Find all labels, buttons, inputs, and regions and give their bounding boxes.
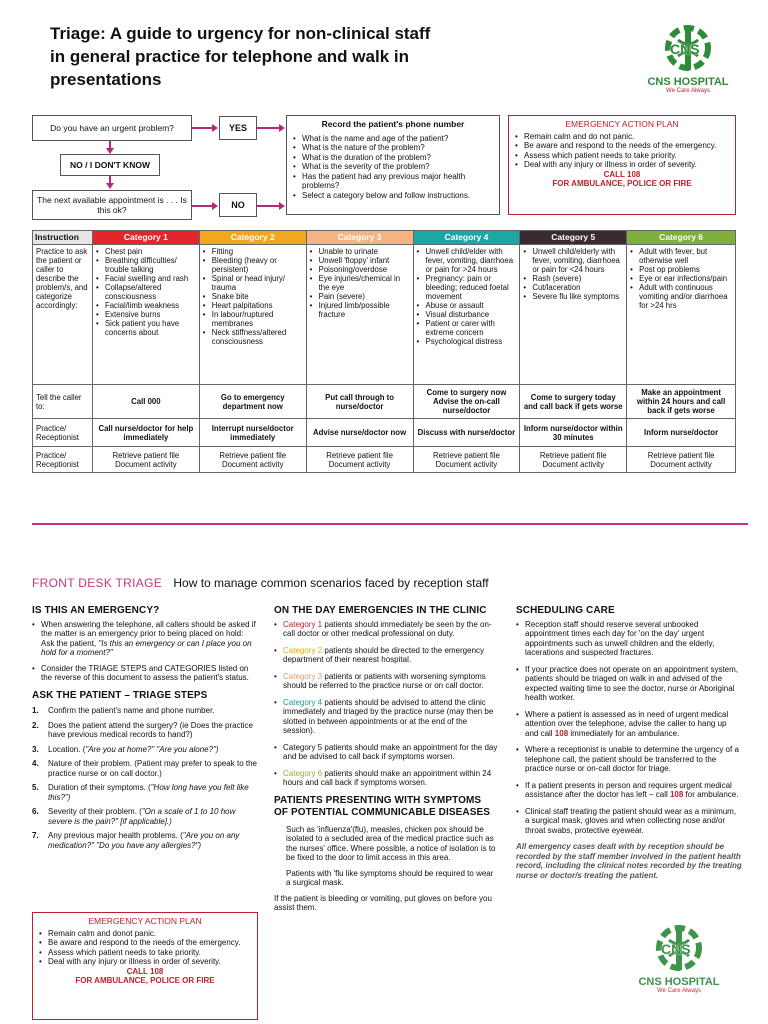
category-text: patients should be directed to the emergency department of their nearest hospital.	[283, 645, 485, 664]
table-header-row	[33, 231, 736, 245]
receptionist-cat-3: Advise nurse/doctor now	[306, 419, 413, 447]
logo-tagline: We Care Always	[666, 88, 710, 94]
category-text: patients should make an appointment within 24 hours and call back if symptoms worsen.	[283, 768, 492, 787]
emergency-action-plan-bottom	[32, 912, 258, 1020]
list-item: • Unable to urinate	[310, 247, 410, 256]
records-note: All emergency cases dealt with by reception should be recorded by the staff member involved in the patient health record, including the clinical notes recorded by the treating nurse or doctor/s treating the patient.	[516, 842, 742, 880]
record-details-box	[286, 115, 500, 215]
page-title: Triage: A guide to urgency for non-clinical staff in general practice for telephone and walk in presentations	[50, 24, 431, 89]
category-text: patients should immediately be seen by the on-call doctor or other medical professional on duty.	[283, 619, 492, 638]
emergency-number: 108	[669, 790, 684, 799]
list-item: • Facial swelling and rash	[96, 274, 196, 283]
step-number: 3.	[32, 744, 39, 754]
practice-label: Practice to ask the patient or caller to describe the problem/s, and categorize accordingly:	[33, 245, 93, 385]
category-label: Category 5	[283, 742, 323, 752]
tell-cat-1: Call 000	[92, 385, 199, 419]
step-quote: "Are you on any medication?" "Do you have any allergies?")	[48, 831, 240, 850]
eap-item: • Remain calm and do not panic.	[515, 132, 729, 142]
category-4-symptoms	[413, 245, 520, 385]
record-title: Record the patient's phone number	[321, 119, 465, 129]
receptionist-cat-5: Inform nurse/doctor within 30 minutes	[520, 419, 627, 447]
logo-letters: CNS	[661, 941, 691, 957]
emergency-action-plan-top	[508, 115, 736, 215]
column-emergency	[32, 606, 258, 855]
list-item	[32, 783, 258, 802]
logo-name: CNS HOSPITAL	[647, 76, 729, 88]
category-2-symptoms	[199, 245, 306, 385]
step-text: Does the patient attend the surgery? (ie Does the practice have previous medical records to hand?)	[48, 720, 254, 739]
step-quote: "Are you at home?" "Are you alone?")	[85, 744, 219, 754]
category-2-header: Category 2	[199, 231, 306, 245]
list-item: • Neck stiffness/altered consciousness	[203, 328, 303, 346]
logo-mark	[660, 20, 716, 76]
category-5-symptoms	[520, 245, 627, 385]
emergency-text: When answering the telephone, all callers should be asked if the matter is an emergency prior to being placed on hold: Ask the patient,	[41, 619, 256, 648]
receptionist-cat-1: Call nurse/doctor for help immediately	[92, 419, 199, 447]
list-item: • Cut/laceration	[523, 283, 623, 292]
eap-list	[515, 132, 729, 170]
emergency-heading: IS THIS AN EMERGENCY?	[32, 605, 160, 616]
list-item: • Eye injuries/chemical in the eye	[310, 274, 410, 292]
category-text: patients or patients with worsening symptoms should be referred to the practice nurse or on call doctor.	[283, 671, 486, 690]
list-item	[32, 831, 258, 850]
table-row	[33, 419, 736, 447]
category-label: Category 1	[283, 619, 323, 629]
table-row	[33, 447, 736, 473]
step-number: 6.	[32, 807, 39, 816]
step-number: 2.	[32, 720, 39, 730]
retrieve-cat-1: Retrieve patient file Document activity	[92, 447, 199, 473]
list-item: • Where a receptionist is unable to determine the urgency of a telephone call, the patient should be transferred to the practice nurse or on-call doctor for triage.	[516, 745, 742, 774]
record-list	[293, 134, 493, 201]
logo-tagline: We Care Always	[657, 988, 701, 994]
step-number: 5.	[32, 783, 39, 792]
sched-text: for ambulance.	[683, 790, 739, 799]
list-item: • Psychological distress	[417, 337, 517, 346]
emergency-quote: "Is this an emergency or can I place you on hold for a moment?"	[41, 638, 252, 657]
triage-table	[32, 230, 736, 473]
no-dont-know-box: NO / I DON'T KNOW	[60, 154, 160, 176]
hospital-logo-bottom	[624, 920, 734, 994]
tell-cat-2: Go to emergency department now	[199, 385, 306, 419]
receptionist-cat-2: Interrupt nurse/doctor immediately	[199, 419, 306, 447]
eap-call-detail: FOR AMBULANCE, POLICE OR FIRE	[552, 179, 692, 188]
communicable-text-3: If the patient is bleeding or vomiting, put gloves on before you assist them.	[274, 893, 492, 912]
retrieve-cat-3: Retrieve patient file Document activity	[306, 447, 413, 473]
list-item: • Eye or ear infections/pain	[630, 274, 732, 283]
record-item: • Has the patient had any previous major health problems?	[293, 172, 493, 191]
list-item	[274, 769, 498, 788]
triage-steps-heading: ASK THE PATIENT – TRIAGE STEPS	[32, 689, 208, 701]
list-item	[32, 759, 258, 778]
retrieve-cat-2: Retrieve patient file Document activity	[199, 447, 306, 473]
sched-text: immediately for an ambulance.	[568, 728, 680, 738]
table-row	[33, 245, 736, 385]
list-item	[32, 721, 258, 740]
record-item: • Select a category below and follow instructions.	[293, 191, 493, 201]
sched-text: If a patient presents in person and requires urgent medical assistance after the doctor has left – call	[525, 780, 732, 799]
table-row	[33, 385, 736, 419]
list-item: • Consider the TRIAGE STEPS and CATEGORIES listed on the reverse of this document to assess the patient's status.	[32, 664, 258, 683]
step-quote: "How long have you felt like this?")	[48, 783, 249, 802]
instruction-header: Instruction	[33, 231, 93, 245]
list-item	[274, 620, 498, 639]
list-item: • Unwell child/elder with fever, vomiting, diarrhoea or pain for >24 hours	[417, 247, 517, 274]
onday-heading: ON THE DAY EMERGENCIES IN THE CLINIC	[274, 605, 487, 616]
triage-steps-list	[32, 706, 258, 850]
list-item	[32, 745, 258, 755]
list-item: • Patient or carer with extreme concern	[417, 319, 517, 337]
eap-item: • Assess which patient needs to take priority.	[515, 151, 729, 161]
category-text: patients should be advised to attend the clinic immediately and triaged by the practice nurse (may then be slotted in between appointments or at the end of the session).	[283, 697, 494, 735]
list-item: • Injured limb/possible fracture	[310, 301, 410, 319]
category-label: Category 2	[283, 645, 323, 655]
retrieve-cat-6: Retrieve patient file Document activity	[627, 447, 736, 473]
category-1-symptoms	[92, 245, 199, 385]
list-item: • Bleeding (heavy or persistent)	[203, 256, 303, 274]
record-item: • What is the name and age of the patient?	[293, 134, 493, 144]
step-quote: "On a scale of 1 to 10 how severe is the pain?" [if applicable].)	[48, 807, 236, 826]
record-item: • What is the duration of the problem?	[293, 153, 493, 163]
category-5-header: Category 5	[520, 231, 627, 245]
eap-item: • Be aware and respond to the needs of the emergency.	[39, 938, 251, 948]
list-item: • Breathing difficulties/ trouble talking	[96, 256, 196, 274]
receptionist-label: Practice/ Receptionist	[33, 419, 93, 447]
communicable-text-1: Such as 'influenza'(flu), measles, chicken pox should be isolated to a secluded area of the medical practice such as the nurses' office. Where possible, a notice of isolation is to be fixed to the door to limit access in this area.	[286, 824, 496, 862]
communicable-text-2: Patients with 'flu like symptoms should be required to wear a surgical mask.	[286, 868, 494, 887]
list-item: • Post op problems	[630, 265, 732, 274]
onday-list	[274, 620, 498, 788]
list-item: • Spinal or head injury/ trauma	[203, 274, 303, 292]
list-item	[32, 620, 258, 658]
list-item: • Adult with continuous vomiting and/or diarrhoea for >24 hrs	[630, 283, 732, 310]
list-item: • Unwell child/elderly with fever, vomiting, diarrhoea or pain for <24 hours	[523, 247, 623, 274]
eap-item: • Deal with any injury or illness in order of severity.	[515, 160, 729, 170]
list-item: • Sick patient you have concerns about	[96, 319, 196, 337]
section-divider	[32, 523, 748, 525]
list-item: • Pain (severe)	[310, 292, 410, 301]
yes-box: YES	[219, 116, 257, 140]
hospital-logo	[633, 20, 743, 94]
tell-cat-5: Come to surgery today and call back if gets worse	[520, 385, 627, 419]
eap-call: CALL 108	[126, 966, 164, 976]
category-6-header: Category 6	[627, 231, 736, 245]
list-item	[516, 710, 742, 739]
front-desk-subtitle: How to manage common scenarios faced by reception staff	[173, 576, 489, 590]
scheduling-list	[516, 620, 742, 836]
eap-list	[39, 929, 251, 967]
list-item: • Fitting	[203, 247, 303, 256]
eap-item: • Assess which patient needs to take priority.	[39, 948, 251, 958]
category-label: Category 3	[283, 671, 323, 681]
list-item: • Abuse or assault	[417, 301, 517, 310]
appointment-question-box: The next available appointment is . . . Is this ok?	[32, 190, 192, 220]
eap-call: CALL 108	[603, 169, 641, 179]
tell-cat-4: Come to surgery now Advise the on-call nurse/doctor	[413, 385, 520, 419]
eap-item: • Be aware and respond to the needs of the emergency.	[515, 141, 729, 151]
step-text: Confirm the patient's name and phone number.	[48, 706, 215, 715]
category-text: patients should make an appointment for the day and be advised to call back if symptoms worsen.	[283, 742, 498, 761]
list-item: • Clinical staff treating the patient should wear as a minimum, a surgical mask, gloves and when collecting nose and/or throat swabs, protective eyewear.	[516, 807, 742, 836]
category-3-header: Category 3	[306, 231, 413, 245]
step-number: 1.	[32, 706, 39, 715]
list-item: • Chest pain	[96, 247, 196, 256]
category-4-header: Category 4	[413, 231, 520, 245]
list-item	[516, 781, 742, 800]
list-item	[32, 807, 258, 826]
emergency-number: 108	[554, 728, 569, 738]
list-item: • If your practice does not operate on an appointment system, patients should be triaged on walk in and advised of the expected waiting time to see the doctor, nurse or Aboriginal health worker.	[516, 665, 742, 703]
category-label: Category 6	[283, 768, 323, 778]
logo-letters: CNS	[670, 41, 700, 57]
column-scheduling	[516, 606, 742, 886]
eap-title: EMERGENCY ACTION PLAN	[88, 916, 202, 926]
retrieve-cat-4: Retrieve patient file Document activity	[413, 447, 520, 473]
step-number: 7.	[32, 831, 39, 840]
step-text: Nature of their problem. (Patient may prefer to speak to the practice nurse or on call doctor.)	[48, 759, 257, 778]
step-text: Any previous major health problems. (	[48, 831, 183, 840]
front-desk-header	[32, 576, 489, 590]
category-1-header: Category 1	[92, 231, 199, 245]
list-item: • Visual disturbance	[417, 310, 517, 319]
list-item: • Pregnancy: pain or bleeding; reduced foetal movement	[417, 274, 517, 301]
step-text: Duration of their symptoms. (	[48, 783, 151, 792]
list-item: • Collapse/altered consciousness	[96, 283, 196, 301]
eap-item: • Deal with any injury or illness in order of severity.	[39, 957, 251, 967]
eap-item: • Remain calm and donot panic.	[39, 929, 251, 939]
record-item: • What is the severity of the problem?	[293, 162, 493, 172]
list-item	[274, 672, 498, 691]
step-text: Severity of their problem. (	[48, 807, 142, 816]
tell-cat-3: Put call through to nurse/doctor	[306, 385, 413, 419]
column-onday	[274, 606, 498, 919]
sched-text: Where a patient is assessed as in need of urgent medical attention over the telephone, advise the caller to hang up and call	[525, 709, 729, 738]
receptionist-cat-6: Inform nurse/doctor	[627, 419, 736, 447]
list-item: • Facial/limb weakness	[96, 301, 196, 310]
front-desk-title: FRONT DESK TRIAGE	[32, 576, 163, 590]
list-item: • Rash (severe)	[523, 274, 623, 283]
record-item: • What is the nature of the problem?	[293, 143, 493, 153]
list-item: • Snake bite	[203, 292, 303, 301]
category-6-symptoms	[627, 245, 736, 385]
list-item: • Unwell 'floppy' infant	[310, 256, 410, 265]
receptionist-cat-4: Discuss with nurse/doctor	[413, 419, 520, 447]
list-item: • Heart palpitations	[203, 301, 303, 310]
list-item: • Poisoning/overdose	[310, 265, 410, 274]
list-item: • Reception staff should reserve several unbooked appointment times each day for 'on the day' urgent appointments such as unwell children and the elderly, lacerations and suspected fractures.	[516, 620, 742, 658]
category-3-symptoms	[306, 245, 413, 385]
logo-mark	[651, 920, 707, 976]
tell-cat-6: Make an appointment within 24 hours and call back if gets worse	[627, 385, 736, 419]
step-text: Location. (	[48, 744, 86, 754]
communicable-heading: PATIENTS PRESENTING WITH SYMPTOMS OF POTENTIAL COMMUNICABLE DISEASES	[274, 794, 491, 818]
list-item	[274, 698, 498, 736]
list-item: • Severe flu like symptoms	[523, 292, 623, 301]
logo-name: CNS HOSPITAL	[638, 976, 720, 988]
urgent-question-box: Do you have an urgent problem?	[32, 115, 192, 141]
list-item: • Extensive burns	[96, 310, 196, 319]
tell-label: Tell the caller to:	[33, 385, 93, 419]
scheduling-heading: SCHEDULING CARE	[516, 605, 615, 616]
eap-call-detail: FOR AMBULANCE, POLICE OR FIRE	[75, 976, 215, 985]
eap-title: EMERGENCY ACTION PLAN	[565, 119, 679, 129]
list-item: • Adult with fever, but otherwise well	[630, 247, 732, 265]
no-box: NO	[219, 193, 257, 217]
retrieve-cat-5: Retrieve patient file Document activity	[520, 447, 627, 473]
list-item: • In labour/ruptured membranes	[203, 310, 303, 328]
category-label: Category 4	[283, 697, 323, 707]
step-number: 4.	[32, 759, 39, 768]
list-item	[32, 706, 258, 716]
receptionist-label-2: Practice/ Receptionist	[33, 447, 93, 473]
list-item	[274, 743, 498, 762]
emergency-list	[32, 620, 258, 683]
list-item	[274, 646, 498, 665]
